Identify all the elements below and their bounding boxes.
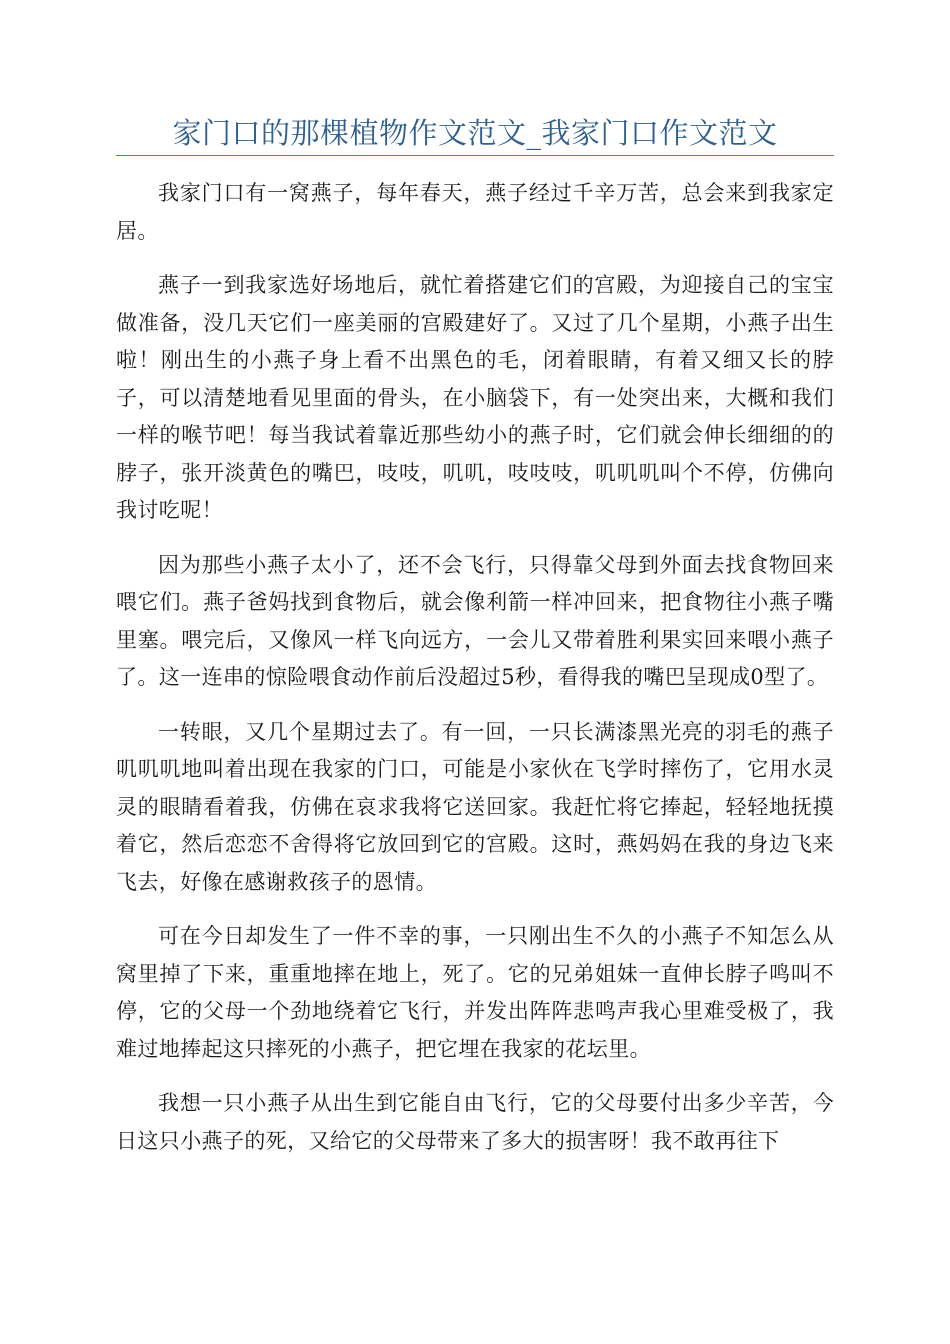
paragraph-2: 燕子一到我家选好场地后，就忙着搭建它们的宫殿，为迎接自己的宝宝做准备，没几天它们一座美丽的宫殿建好了。又过了几个星期，小燕子出生啦！刚出生的小燕子身上看不出黑色的毛，闭着眼睛，有着又细又长的脖子，可以清楚地看见里面的骨头，在小脑袋下，有一处突出来，大概和我们一样的喉节吧！每当我试着靠近那些幼小的燕子时，它们就会伸长细细的的脖子，张开淡黄色的嘴巴，吱吱，叽叽，吱吱吱，叽叽叽叫个不停，仿佛向我讨吃呢！ (116, 273, 834, 522)
paragraph-6: 我想一只小燕子从出生到它能自由飞行，它的父母要付出多少辛苦，今日这只小燕子的死，又给它的父母带来了多大的损害呀！我不敢再往下 (116, 1091, 834, 1153)
paragraph-1: 我家门口有一窝燕子，每年春天，燕子经过千辛万苦，总会来到我家定居。 (116, 181, 834, 243)
article-body (116, 175, 834, 1255)
paragraph-4: 一转眼，又几个星期过去了。有一回，一只长满漆黑光亮的羽毛的燕子叽叽叽地叫着出现在我家的门口，可能是小家伙在飞学时摔伤了，它用水灵灵的眼睛看着我，仿佛在哀求我将它送回家。我赶忙将它捧起，轻轻地抚摸着它，然后恋恋不舍得将它放回到它的宫殿。这时，燕妈妈在我的身边飞来飞去，好像在感谢救孩子的恩情。 (116, 719, 834, 894)
title-underline (116, 155, 834, 156)
paragraph-5: 可在今日却发生了一件不幸的事，一只刚出生不久的小燕子不知怎么从窝里掉了下来，重重地摔在地上，死了。它的兄弟姐妹一直伸长脖子鸣叫不停，它的父母一个劲地绕着它飞行，并发出阵阵悲鸣声我心里难受极了，我难过地捧起这只摔死的小燕子，把它埋在我家的花坛里。 (116, 924, 834, 1061)
page-title: 家门口的那棵植物作文范文_我家门口作文范文 (172, 116, 778, 150)
paragraph-3: 因为那些小燕子太小了，还不会飞行，只得靠父母到外面去找食物回来喂它们。燕子爸妈找到食物后，就会像利箭一样冲回来，把食物往小燕子嘴里塞。喂完后，又像风一样飞向远方，一会儿又带着胜利果实回来喂小燕子了。这一连串的惊险喂食动作前后没超过5秒，看得我的嘴巴呈现成0型了。 (116, 552, 834, 689)
